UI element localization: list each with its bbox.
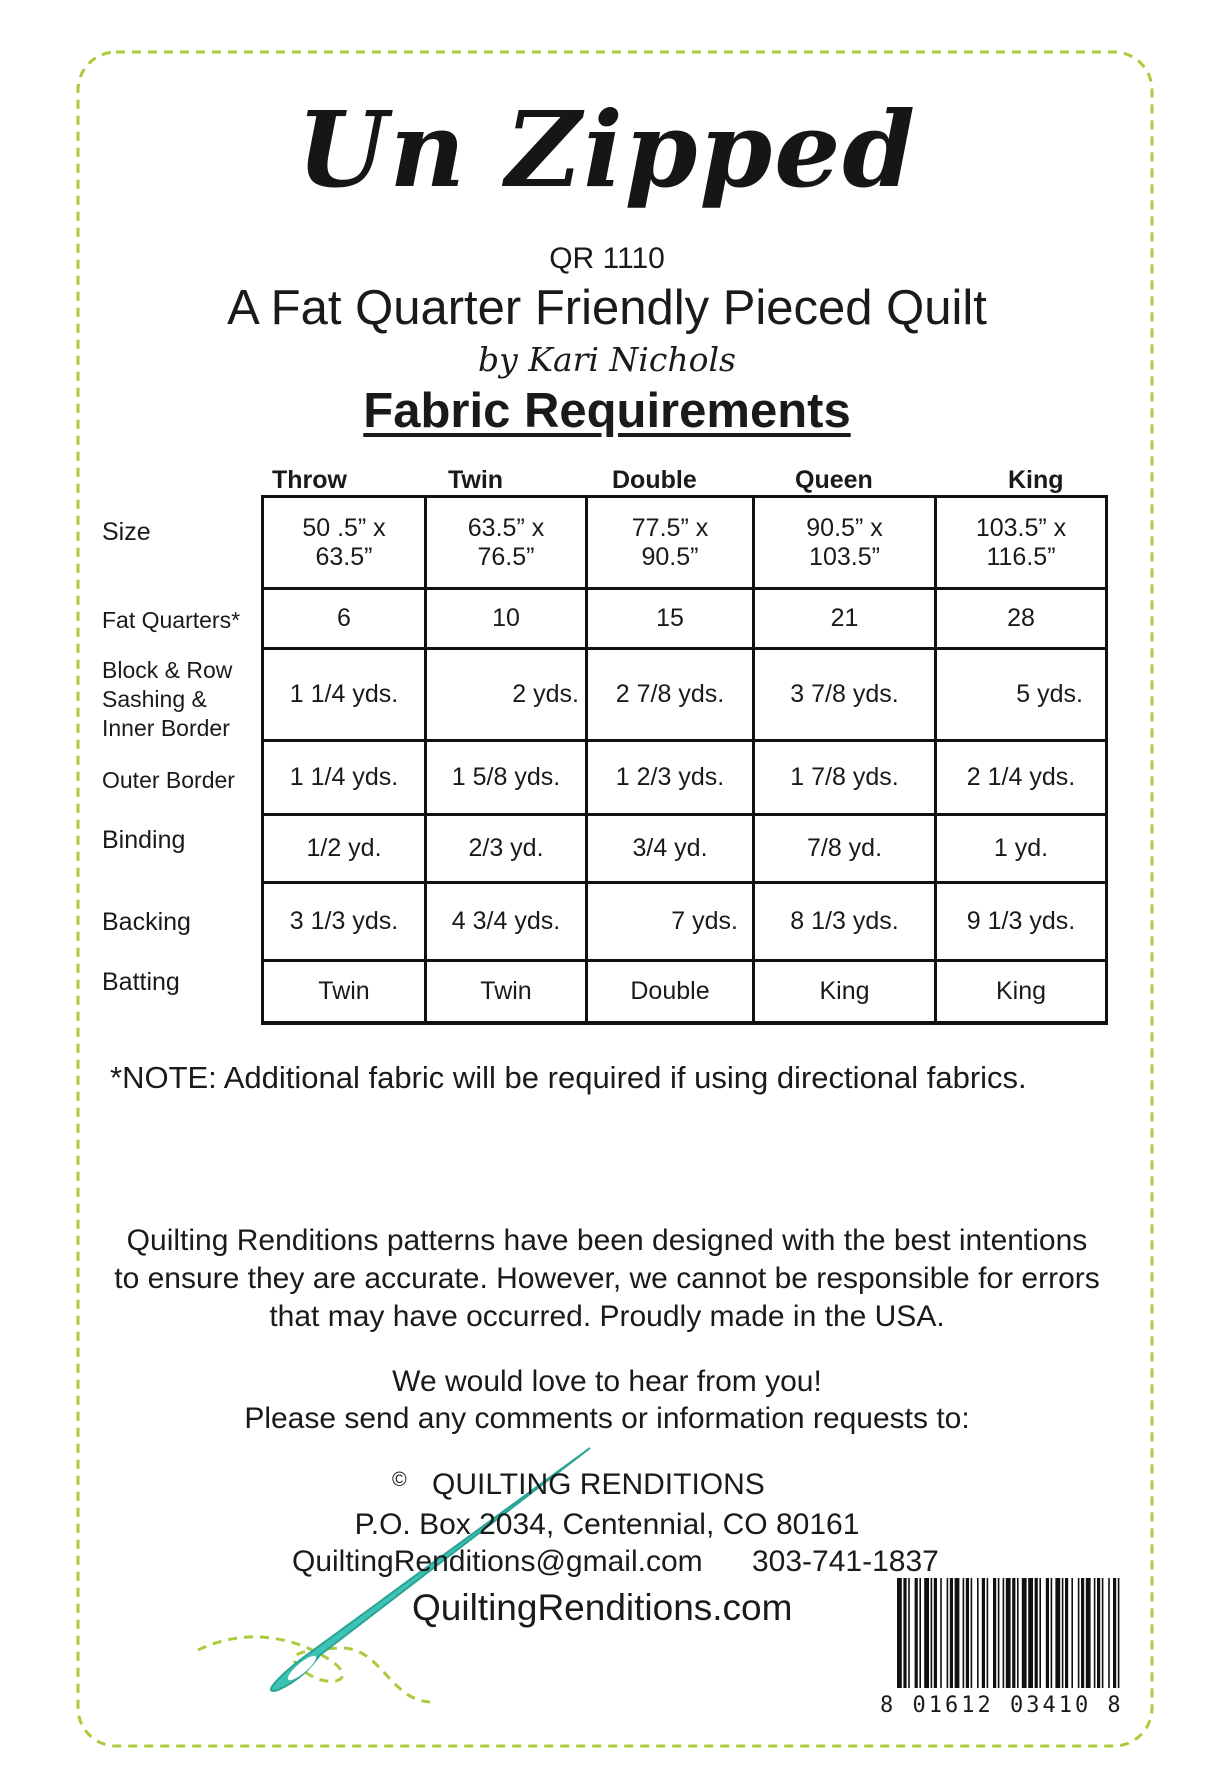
barcode-bar bbox=[1065, 1578, 1068, 1688]
table-cell: 2 7/8 yds. bbox=[587, 649, 754, 741]
barcode-bar bbox=[915, 1578, 918, 1688]
barcode-bar bbox=[1071, 1578, 1073, 1688]
contact-request: Please send any comments or information requests to: bbox=[244, 1402, 970, 1435]
table-cell: 77.5” x 90.5” bbox=[587, 497, 754, 589]
barcode-bar bbox=[1108, 1578, 1110, 1688]
barcode-bar bbox=[1028, 1578, 1033, 1688]
barcode-bar bbox=[1039, 1578, 1041, 1688]
barcode-bar bbox=[993, 1578, 996, 1688]
column-header-queen: Queen bbox=[795, 466, 873, 494]
row-header-sashing: Block & Row Sashing & Inner Border bbox=[102, 657, 233, 741]
barcode-bar bbox=[1003, 1578, 1005, 1688]
barcode-bar bbox=[987, 1578, 989, 1688]
table-cell: 15 bbox=[587, 589, 754, 649]
table-cell: 10 bbox=[426, 589, 587, 649]
table-row bbox=[263, 961, 1107, 1023]
table-cell: 2 yds. bbox=[426, 649, 587, 741]
barcode-number: 8 01612 03410 8 bbox=[880, 1693, 1124, 1718]
table-cell: Twin bbox=[263, 961, 426, 1023]
thread-line bbox=[198, 1637, 430, 1702]
table-cell: 4 3/4 yds. bbox=[426, 883, 587, 961]
barcode-bar bbox=[982, 1578, 985, 1688]
barcode-bar bbox=[908, 1578, 910, 1688]
pattern-subtitle: A Fat Quarter Friendly Pieced Quilt bbox=[227, 281, 987, 335]
barcode-bar bbox=[1035, 1578, 1038, 1688]
mailing-address: P.O. Box 2034, Centennial, CO 80161 bbox=[354, 1508, 860, 1541]
pattern-title: Un Zipped bbox=[296, 88, 918, 211]
table-row bbox=[263, 883, 1107, 961]
barcode-bar bbox=[1012, 1578, 1015, 1688]
table-row bbox=[263, 589, 1107, 649]
barcode-bar bbox=[1094, 1578, 1096, 1688]
table-cell: 28 bbox=[936, 589, 1107, 649]
barcode-bar bbox=[1006, 1578, 1011, 1688]
barcode-bar bbox=[963, 1578, 965, 1688]
table-cell: King bbox=[936, 961, 1107, 1023]
table-cell: 9 1/3 yds. bbox=[936, 883, 1107, 961]
column-header-double: Double bbox=[612, 466, 697, 494]
table-cell: 1 1/4 yds. bbox=[263, 649, 426, 741]
barcode bbox=[895, 1578, 1125, 1690]
table-cell: 8 1/3 yds. bbox=[754, 883, 936, 961]
row-header-binding: Binding bbox=[102, 826, 186, 854]
contact-phone: 303-741-1837 bbox=[752, 1545, 939, 1578]
barcode-bar bbox=[919, 1578, 921, 1688]
company-name: QUILTING RENDITIONS bbox=[432, 1468, 765, 1501]
column-header-twin: Twin bbox=[448, 466, 504, 494]
barcode-bar bbox=[998, 1578, 1000, 1688]
disclaimer-line: Quilting Renditions patterns have been designed with the best intentions bbox=[126, 1224, 1088, 1257]
barcode-bar bbox=[950, 1578, 953, 1688]
barcode-bar bbox=[1118, 1578, 1120, 1688]
disclaimer-line: to ensure they are accurate. However, we cannot be responsible for errors bbox=[114, 1262, 1100, 1295]
table-row bbox=[263, 649, 1107, 741]
barcode-bar bbox=[971, 1578, 973, 1688]
barcode-bar bbox=[966, 1578, 969, 1688]
barcode-bar bbox=[1046, 1578, 1049, 1688]
barcode-bar bbox=[1081, 1578, 1084, 1688]
author-credit: by Kari Nichols bbox=[478, 340, 736, 379]
barcode-bar bbox=[1055, 1578, 1060, 1688]
table-cell: 1 7/8 yds. bbox=[754, 741, 936, 815]
column-header-king: King bbox=[1008, 466, 1064, 494]
table-cell: Double bbox=[587, 961, 754, 1023]
table-cell: 3/4 yd. bbox=[587, 815, 754, 883]
table-cell: 50 .5” x 63.5” bbox=[263, 497, 426, 589]
row-header-fat-quarters: Fat Quarters* bbox=[102, 607, 241, 633]
table-cell: 103.5” x 116.5” bbox=[936, 497, 1107, 589]
table-cell: 7 yds. bbox=[587, 883, 754, 961]
table-cell: 21 bbox=[754, 589, 936, 649]
table-cell: 1 2/3 yds. bbox=[587, 741, 754, 815]
barcode-bar bbox=[1113, 1578, 1116, 1688]
table-cell: 2 1/4 yds. bbox=[936, 741, 1107, 815]
table-cell: King bbox=[754, 961, 936, 1023]
barcode-bar bbox=[1097, 1578, 1100, 1688]
barcode-bar bbox=[1051, 1578, 1053, 1688]
barcode-bar bbox=[931, 1578, 933, 1688]
table-row bbox=[263, 497, 1107, 589]
barcode-bar bbox=[1022, 1578, 1027, 1688]
barcode-bar bbox=[897, 1578, 902, 1688]
barcode-bar bbox=[1086, 1578, 1091, 1688]
pattern-code: QR 1110 bbox=[549, 242, 665, 275]
table-cell: 3 1/3 yds. bbox=[263, 883, 426, 961]
barcode-bar bbox=[1078, 1578, 1080, 1688]
barcode-bar bbox=[1017, 1578, 1019, 1688]
barcode-bar bbox=[955, 1578, 960, 1688]
row-header-size: Size bbox=[102, 518, 151, 546]
table-cell: 1 yd. bbox=[936, 815, 1107, 883]
table-row bbox=[263, 815, 1107, 883]
row-header-batting: Batting bbox=[102, 968, 180, 996]
fabric-requirements-table bbox=[261, 495, 1108, 1025]
table-cell: 7/8 yd. bbox=[754, 815, 936, 883]
barcode-bar bbox=[977, 1578, 979, 1688]
row-header-backing: Backing bbox=[102, 908, 191, 936]
table-cell: 1/2 yd. bbox=[263, 815, 426, 883]
table-cell: 2/3 yd. bbox=[426, 815, 587, 883]
table-cell: 5 yds. bbox=[936, 649, 1107, 741]
copyright-icon: © bbox=[392, 1469, 407, 1491]
barcode-bar bbox=[1062, 1578, 1064, 1688]
table-cell: 90.5” x 103.5” bbox=[754, 497, 936, 589]
contact-invite: We would love to hear from you! bbox=[392, 1365, 822, 1398]
table-cell: 6 bbox=[263, 589, 426, 649]
barcode-bar bbox=[1102, 1578, 1104, 1688]
table-cell: 1 1/4 yds. bbox=[263, 741, 426, 815]
website-link[interactable]: QuiltingRenditions.com bbox=[412, 1587, 793, 1628]
barcode-bar bbox=[903, 1578, 906, 1688]
table-cell: 1 5/8 yds. bbox=[426, 741, 587, 815]
barcode-bar bbox=[940, 1578, 942, 1688]
barcode-bar bbox=[947, 1578, 949, 1688]
barcode-bar bbox=[934, 1578, 937, 1688]
table-cell: Twin bbox=[426, 961, 587, 1023]
contact-email[interactable]: QuiltingRenditions@gmail.com bbox=[292, 1545, 703, 1578]
table-cell: 3 7/8 yds. bbox=[754, 649, 936, 741]
row-header-outer-border: Outer Border bbox=[102, 767, 235, 793]
section-heading: Fabric Requirements bbox=[363, 384, 851, 438]
table-cell: 63.5” x 76.5” bbox=[426, 497, 587, 589]
disclaimer-line: that may have occurred. Proudly made in the USA. bbox=[269, 1300, 945, 1333]
directional-fabric-note: *NOTE: Additional fabric will be required if using directional fabrics. bbox=[110, 1060, 1027, 1095]
barcode-bar bbox=[924, 1578, 929, 1688]
column-header-throw: Throw bbox=[272, 466, 347, 494]
table-row bbox=[263, 741, 1107, 815]
